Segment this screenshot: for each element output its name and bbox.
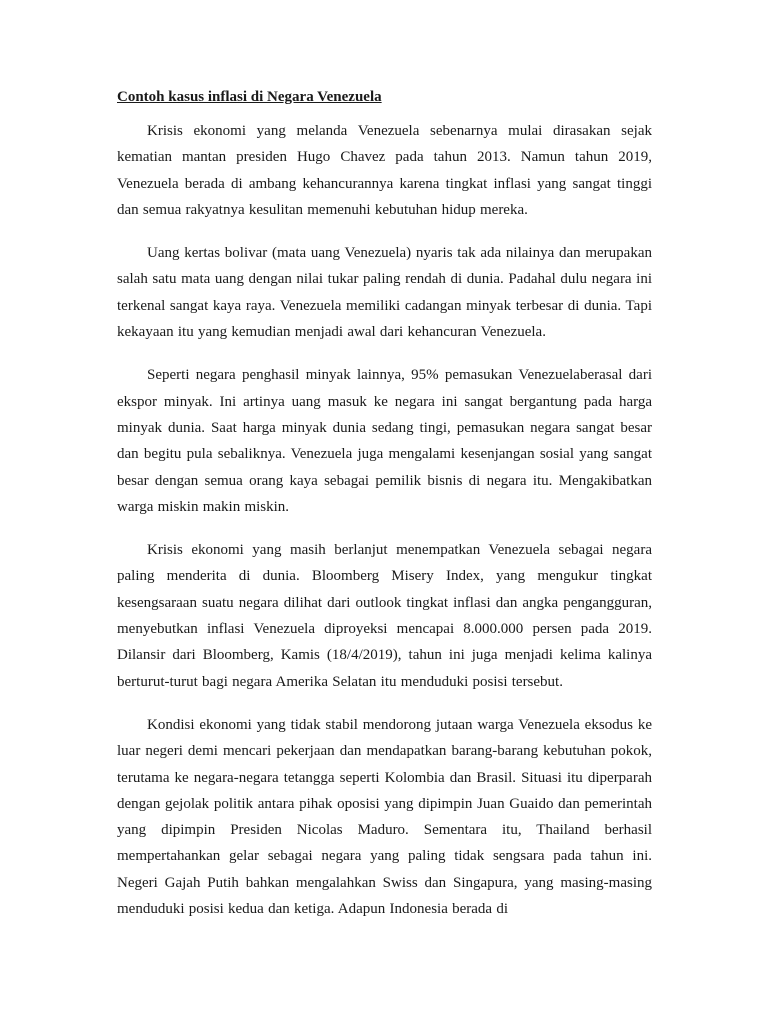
- paragraph-4: Krisis ekonomi yang masih berlanjut menempatkan Venezuela sebagai negara paling menderita di dunia. Bloomberg Misery Index, yang mengukur tingkat kesengsaraan suatu negara dilihat dari outlook tingkat inflasi dan angka pengangguran, menyebutkan inflasi Venezuela diproyeksi mencapai 8.000.000 persen pada 2019. Dilansir dari Bloomberg, Kamis (18/4/2019), tahun ini juga menjadi kelima kalinya berturut-turut bagi negara Amerika Selatan itu menduduki posisi tersebut.: [117, 542, 652, 690]
- document-title: Contoh kasus inflasi di Negara Venezuela: [117, 89, 382, 105]
- paragraph-3: Seperti negara penghasil minyak lainnya, 95% pemasukan Venezuelaberasal dari ekspor minyak. Ini artinya uang masuk ke negara ini sangat bergantung pada harga minyak dunia. Saat harga minyak dunia sedang tingi, pemasukan negara sangat besar dan begitu pula sebaliknya. Venezuela juga mengalami kesenjangan sosial yang sangat besar dengan semua orang kaya sebagai pemilik bisnis di negara itu. Mengakibatkan warga miskin makin miskin.: [117, 367, 652, 515]
- paragraph-5: Kondisi ekonomi yang tidak stabil mendorong jutaan warga Venezuela eksodus ke luar negeri demi mencari pekerjaan dan mendapatkan barang-barang kebutuhan pokok, terutama ke negara-negara tetangga seperti Kolombia dan Brasil. Situasi itu diperparah dengan gejolak politik antara pihak oposisi yang dipimpin Juan Guaido dan pemerintah yang dipimpin Presiden Nicolas Maduro. Sementara itu, Thailand berhasil mempertahankan gelar sebagai negara yang paling tidak sengsara pada tahun ini. Negeri Gajah Putih bahkan mengalahkan Swiss dan Singapura, yang masing-masing menduduki posisi kedua dan ketiga. Adapun Indonesia berada di: [117, 716, 652, 918]
- paragraph-2: Uang kertas bolivar (mata uang Venezuela) nyaris tak ada nilainya dan merupakan salah satu mata uang dengan nilai tukar paling rendah di dunia. Padahal dulu negara ini terkenal sangat kaya raya. Venezuela memiliki cadangan minyak terbesar di dunia. Tapi kekayaan itu yang kemudian menjadi awal dari kehancuran Venezuela.: [117, 245, 652, 341]
- paragraph-1: Krisis ekonomi yang melanda Venezuela sebenarnya mulai dirasakan sejak kematian mantan presiden Hugo Chavez pada tahun 2013. Namun tahun 2019, Venezuela berada di ambang kehancurannya karena tingkat inflasi yang sangat tinggi dan semua rakyatnya kesulitan memenuhi kebutuhan hidup mereka.: [117, 123, 652, 218]
